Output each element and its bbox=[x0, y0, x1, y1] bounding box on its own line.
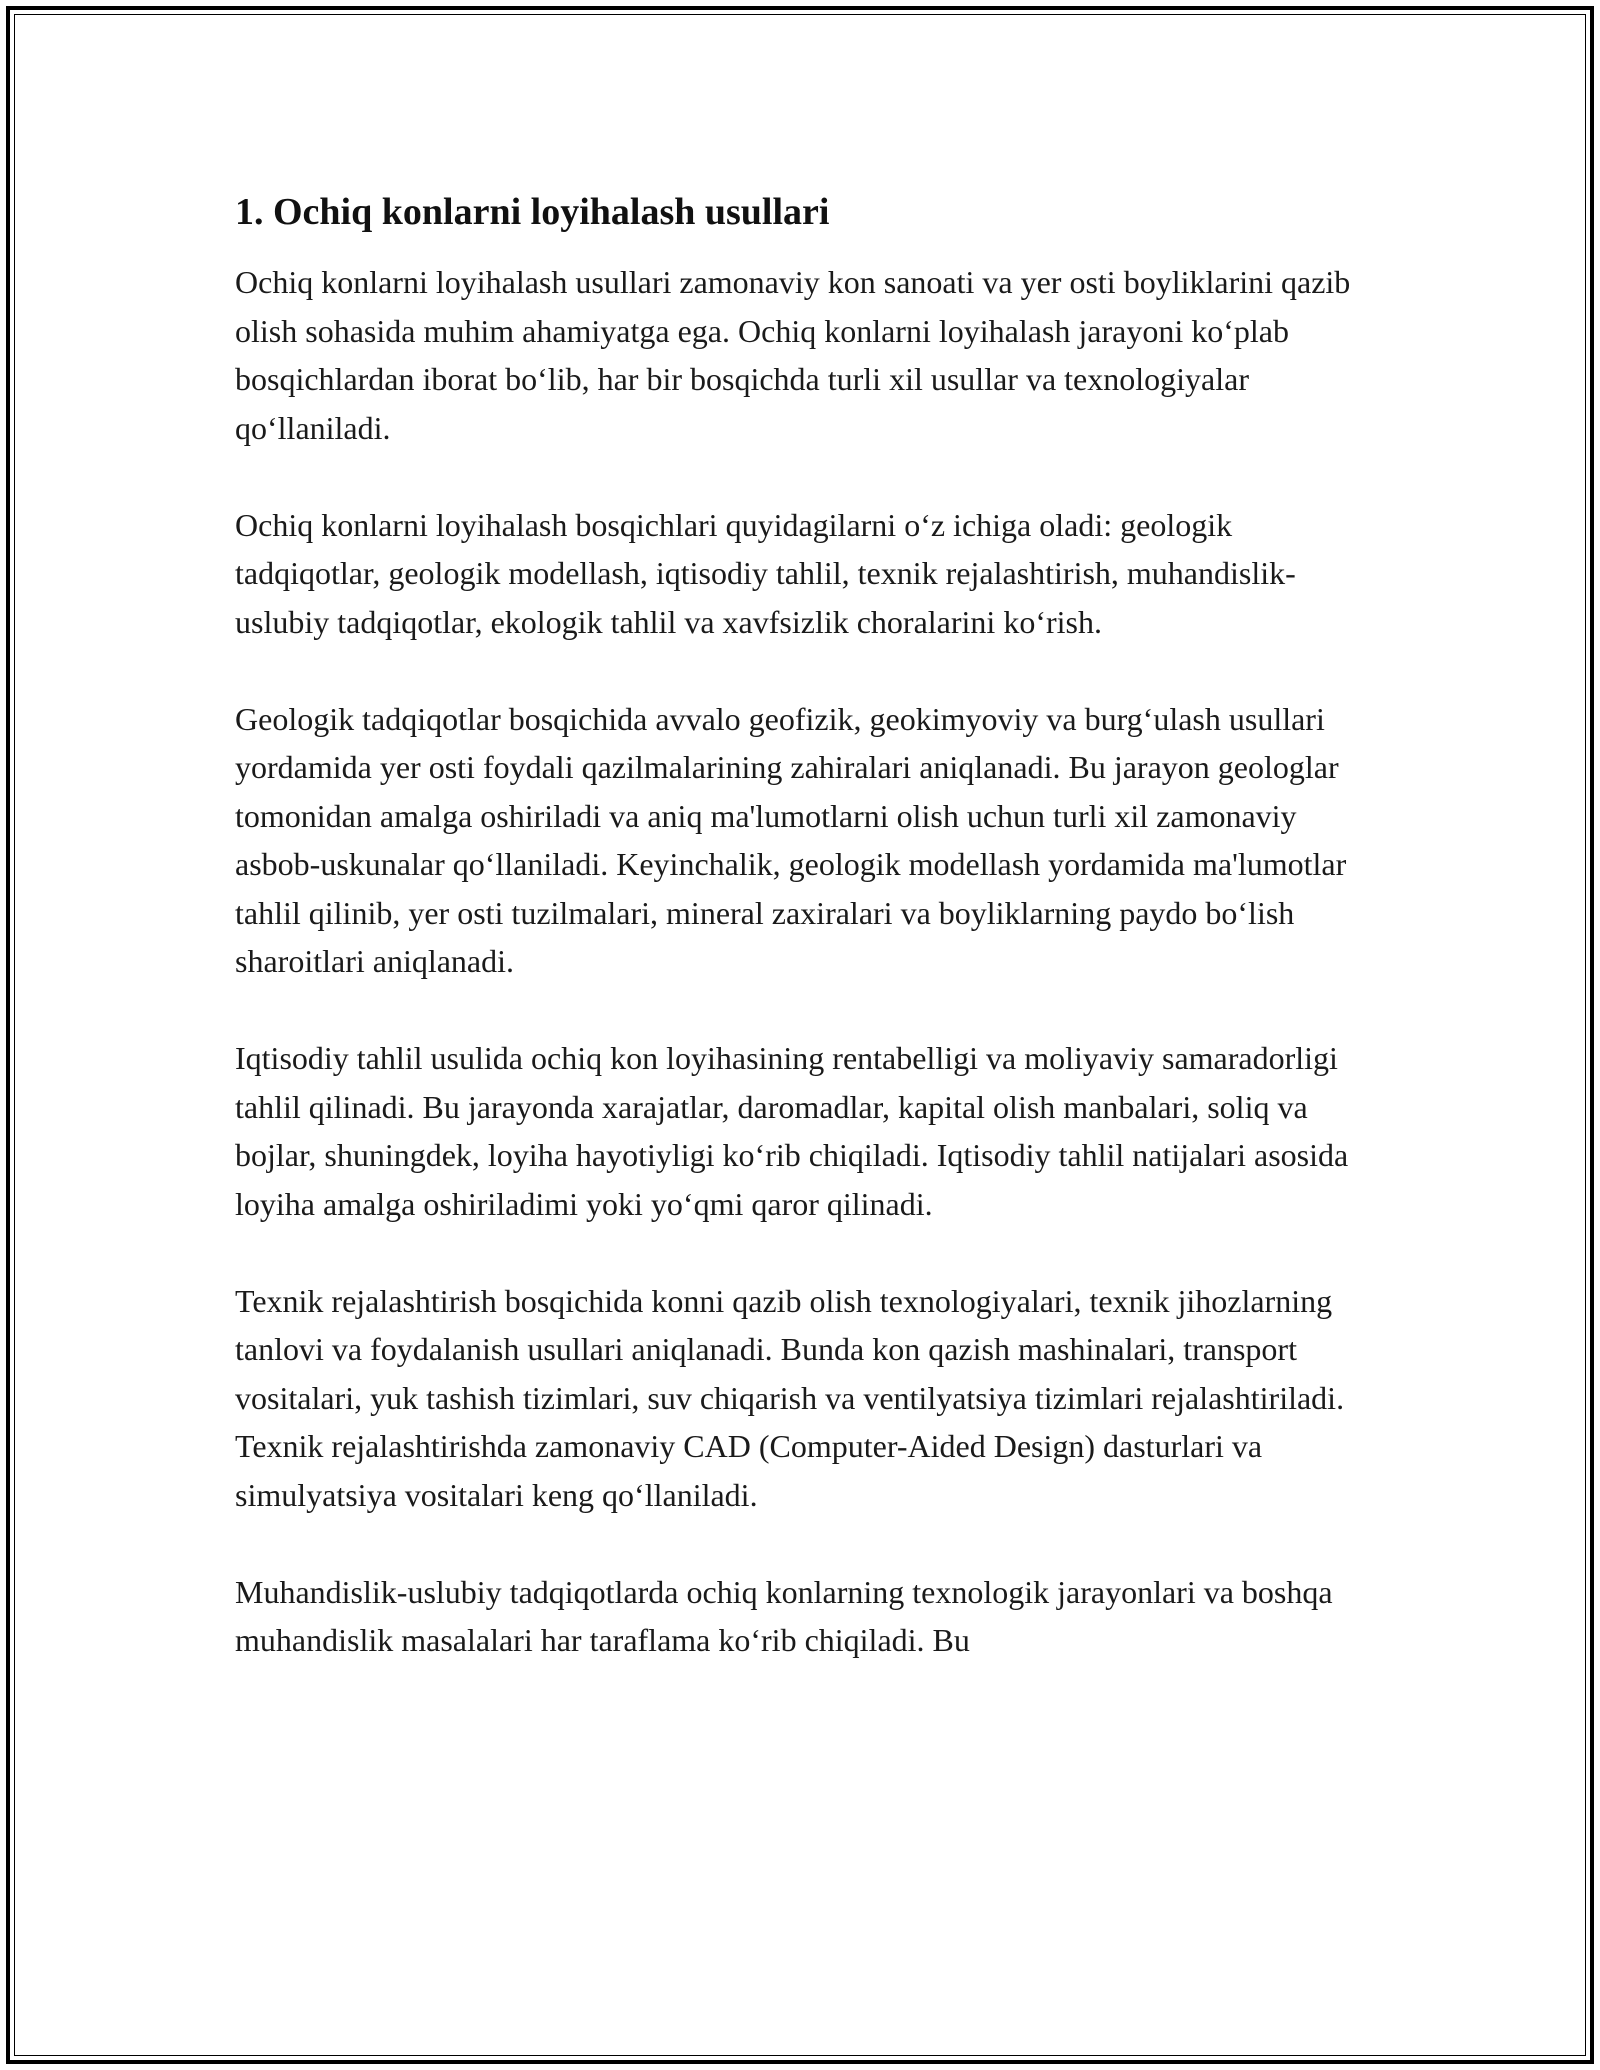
paragraph-2: Ochiq konlarni loyihalash bosqichlari quyidagilarni o‘z ichiga oladi: geologik tadqiqotlar, geologik modellash, iqtisodiy tahlil, texnik rejalashtirish, muhandislik-uslubiy tadqiqotlar, ekologik tahlil va xavfsizlik choralarini ko‘rish. bbox=[235, 506, 1296, 640]
paragraph-3: Geologik tadqiqotlar bosqichida avvalo geofizik, geokimyoviy va burg‘ulash usullari yordamida yer osti foydali qazilmalarining zahiralari aniqlanadi. Bu jarayon geologlar tomonidan amalga oshiriladi va aniq ma'lumotlarni olish uchun turli xil zamonaviy asbob-uskunalar qo‘llaniladi. Keyinchalik, geologik modellash yordamida ma'lumotlar tahlil qilinib, yer osti tuzilmalari, mineral zaxiralari va boyliklarning paydo bo‘lish sharoitlari aniqlanadi. bbox=[235, 700, 1347, 979]
section-heading: 1. Ochiq konlarni loyihalash usullari bbox=[235, 191, 830, 233]
paragraph-6: Muhandislik-uslubiy tadqiqotlarda ochiq konlarning texnologik jarayonlari va boshqa muhandislik masalalari har taraflama ko‘rib chiqiladi. Bu bbox=[235, 1573, 1333, 1658]
document-body bbox=[235, 188, 1385, 1665]
paragraph-5: Texnik rejalashtirish bosqichida konni qazib olish texnologiyalari, texnik jihozlarning tanlovi va foydalanish usullari aniqlanadi. Bunda kon qazish mashinalari, transport vositalari, yuk tashish tizimlari, suv chiqarish va ventilyatsiya tizimlari rejalashtiriladi. Texnik rejalashtirishda zamonaviy CAD (Computer-Aided Design) dasturlari va simulyatsiya vositalari keng qo‘llaniladi. bbox=[235, 1282, 1345, 1513]
paragraph-4: Iqtisodiy tahlil usulida ochiq kon loyihasining rentabelligi va moliyaviy samaradorligi tahlil qilinadi. Bu jarayonda xarajatlar, daromadlar, kapital olish manbalari, soliq va bojlar, shuningdek, loyiha hayotiyligi ko‘rib chiqiladi. Iqtisodiy tahlil natijalari asosida loyiha amalga oshiriladimi yoki yo‘qmi qaror qilinadi. bbox=[235, 1040, 1349, 1222]
paragraph-1: Ochiq konlarni loyihalash usullari zamonaviy kon sanoati va yer osti boyliklarini qazib olish sohasida muhim ahamiyatga ega. Ochiq konlarni loyihalash jarayoni ko‘plab bosqichlardan iborat bo‘lib, har bir bosqichda turli xil usullar va texnologiyalar qo‘llaniladi. bbox=[235, 264, 1351, 446]
